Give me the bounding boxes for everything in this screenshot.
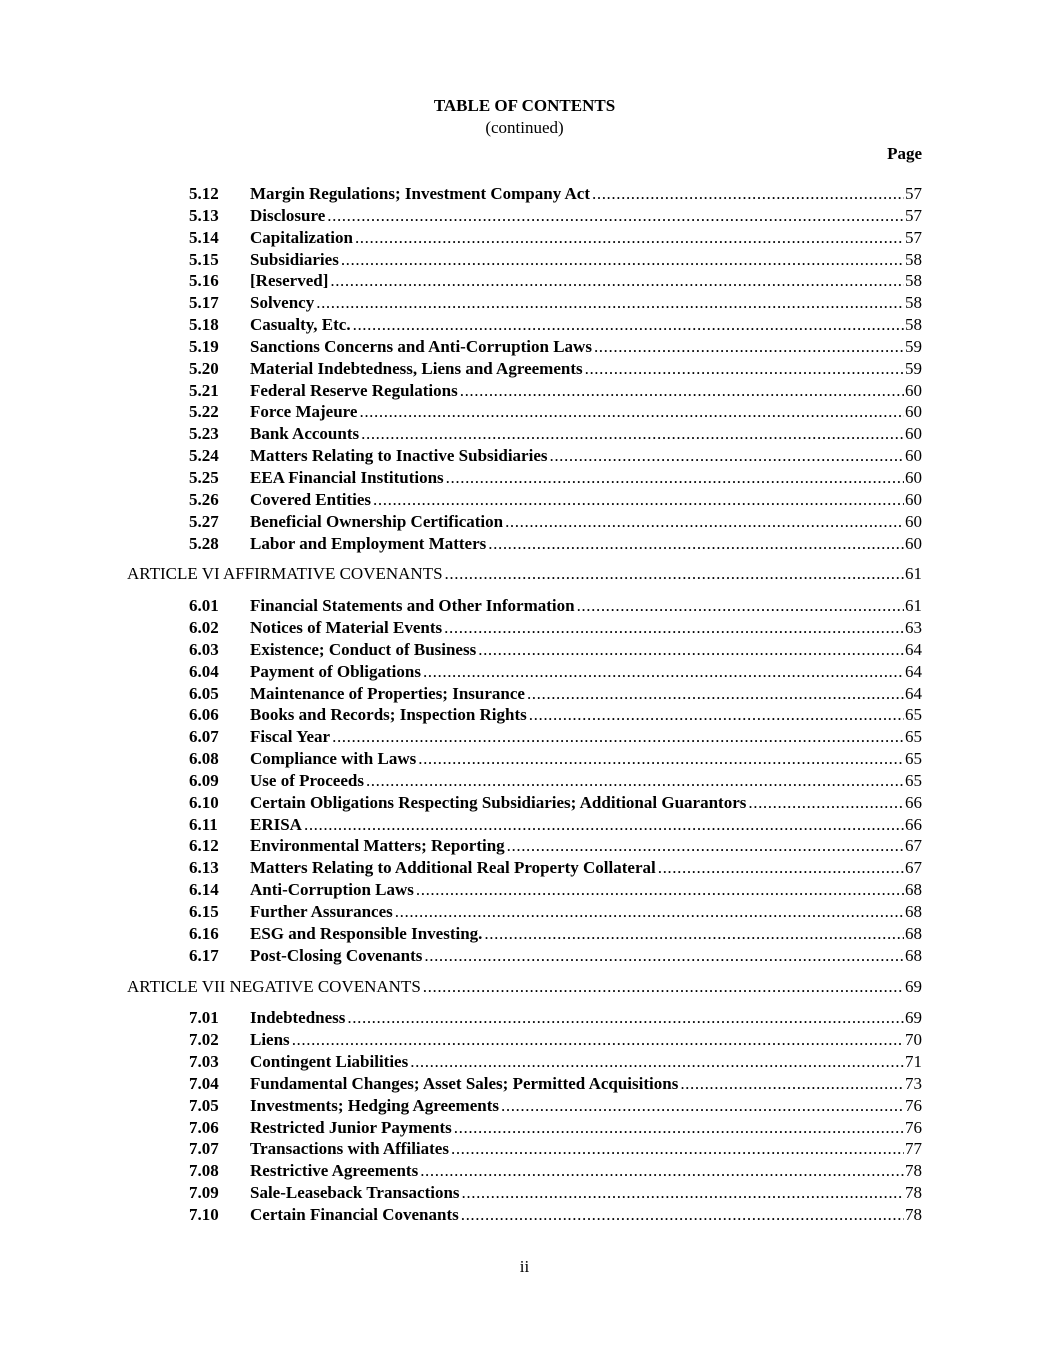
toc-entry-row bbox=[127, 1182, 922, 1204]
toc-entry-title: Contingent Liabilities bbox=[250, 1052, 409, 1072]
toc-entry-number: 5.16 bbox=[189, 271, 219, 291]
toc-entry-number: 5.21 bbox=[189, 380, 219, 400]
dot-leader bbox=[592, 183, 904, 205]
toc-entry-number: 5.27 bbox=[189, 511, 219, 531]
toc-entry-number: 7.09 bbox=[189, 1183, 219, 1203]
dot-leader bbox=[748, 792, 904, 814]
toc-entry-number: 6.05 bbox=[189, 683, 219, 703]
page-column-label: Page bbox=[887, 144, 922, 163]
toc-entry-page: 78 bbox=[905, 1204, 922, 1224]
toc-entry-page: 59 bbox=[905, 358, 922, 378]
toc-entry-page: 68 bbox=[905, 923, 922, 943]
toc-entry-page: 60 bbox=[905, 489, 922, 509]
toc-entry-number: 5.24 bbox=[189, 446, 219, 466]
dot-leader bbox=[658, 857, 904, 879]
toc-entry-number: 5.20 bbox=[189, 358, 219, 378]
toc-entry-page: 65 bbox=[905, 727, 922, 747]
toc-entry-number: 7.10 bbox=[189, 1204, 219, 1224]
toc-entry-number: 5.13 bbox=[189, 205, 219, 225]
dot-leader bbox=[446, 467, 904, 489]
toc-entry-row bbox=[127, 835, 922, 857]
toc-entry-row bbox=[127, 879, 922, 901]
toc-entry-page: 58 bbox=[905, 271, 922, 291]
toc-entry-row bbox=[127, 748, 922, 770]
dot-leader bbox=[366, 770, 904, 792]
toc-entry-number: 6.10 bbox=[189, 792, 219, 812]
dot-leader bbox=[420, 1160, 904, 1182]
dot-leader bbox=[410, 1051, 904, 1073]
toc-entry-title: Federal Reserve Regulations bbox=[250, 380, 458, 400]
dot-leader bbox=[353, 314, 904, 336]
toc-entry-row bbox=[127, 511, 922, 533]
toc-entry-row bbox=[127, 857, 922, 879]
toc-entry-number: 6.07 bbox=[189, 727, 219, 747]
toc-entry-number: 7.07 bbox=[189, 1139, 219, 1159]
dot-leader bbox=[445, 563, 904, 585]
dot-leader bbox=[341, 249, 904, 271]
toc-entry-number: 6.09 bbox=[189, 770, 219, 790]
toc-header bbox=[127, 95, 922, 165]
toc-entry-row bbox=[127, 704, 922, 726]
toc-entry-page: 68 bbox=[905, 902, 922, 921]
dot-leader bbox=[462, 1182, 904, 1204]
toc-entry-row bbox=[127, 423, 922, 445]
toc-entry-page: 60 bbox=[905, 424, 922, 444]
toc-entry-row bbox=[127, 726, 922, 748]
toc-entry-title: Bank Accounts bbox=[250, 424, 360, 444]
toc-entry-row bbox=[127, 467, 922, 489]
toc-entry-row bbox=[127, 945, 922, 967]
toc-entry-title: Existence; Conduct of Business bbox=[250, 639, 477, 659]
toc-entry-title: Anti-Corruption Laws bbox=[250, 880, 414, 900]
toc-entry-title: Solvency bbox=[250, 293, 315, 313]
toc-entry-page: 64 bbox=[905, 639, 922, 659]
toc-entry-number: 7.04 bbox=[189, 1073, 219, 1093]
toc-entry-title: Post-Closing Covenants bbox=[250, 945, 423, 965]
toc-article-row bbox=[127, 563, 922, 585]
toc-entry-number: 5.17 bbox=[189, 293, 219, 313]
toc-entry-page: 78 bbox=[905, 1183, 922, 1203]
toc-entry-page: 58 bbox=[905, 315, 922, 335]
toc-entry-page: 64 bbox=[905, 683, 922, 703]
toc-entry-number: 7.02 bbox=[189, 1030, 219, 1050]
toc-entry-row bbox=[127, 358, 922, 380]
toc-entry-title: Notices of Material Events bbox=[250, 618, 443, 638]
toc-entry-page: 73 bbox=[905, 1073, 922, 1093]
toc-entry-page: 60 bbox=[905, 533, 922, 553]
dot-leader bbox=[418, 748, 904, 770]
toc-entry-title: Fiscal Year bbox=[250, 727, 331, 747]
toc-entry-title: Disclosure bbox=[250, 205, 326, 225]
toc-entry-title: Financial Statements and Other Information bbox=[250, 596, 575, 616]
toc-article-row bbox=[127, 976, 922, 998]
toc-entry-number: 6.03 bbox=[189, 639, 219, 659]
toc-entry-page: 66 bbox=[905, 814, 922, 834]
toc-entry-row bbox=[127, 336, 922, 358]
toc-entry-row bbox=[127, 1095, 922, 1117]
toc-entry-number: 6.08 bbox=[189, 749, 219, 769]
toc-entry-number: 6.13 bbox=[189, 858, 219, 878]
toc-entry-title: Matters Relating to Additional Real Property Collateral bbox=[250, 858, 656, 878]
toc-entry-row bbox=[127, 1051, 922, 1073]
toc-entry-title: Books and Records; Inspection Rights bbox=[250, 705, 527, 725]
toc-entry-row bbox=[127, 1029, 922, 1051]
toc-entry-number: 6.06 bbox=[189, 705, 219, 725]
toc-entry-page: 65 bbox=[905, 705, 922, 725]
dot-leader bbox=[549, 445, 904, 467]
dot-leader bbox=[361, 423, 904, 445]
toc-entry-title: Force Majeure bbox=[250, 402, 358, 422]
toc-entry-row bbox=[127, 639, 922, 661]
toc-entry-row bbox=[127, 1138, 922, 1160]
dot-leader bbox=[347, 1007, 904, 1029]
toc-entry-page: 60 bbox=[905, 467, 922, 487]
toc-entry-page: 76 bbox=[905, 1095, 922, 1115]
toc-entry-title: Liens bbox=[250, 1030, 290, 1050]
toc-entry-number: 6.02 bbox=[189, 618, 219, 638]
dot-leader bbox=[484, 923, 904, 945]
toc-entry-row bbox=[127, 683, 922, 705]
toc-entry-number: 5.15 bbox=[189, 249, 219, 269]
toc-entry-row bbox=[127, 314, 922, 336]
toc-entry-row bbox=[127, 292, 922, 314]
toc-entry-title: Certain Financial Covenants bbox=[250, 1204, 459, 1224]
toc-entry-title: Restrictive Agreements bbox=[250, 1161, 419, 1181]
dot-leader bbox=[416, 879, 904, 901]
toc-entry-page: 57 bbox=[905, 227, 922, 247]
toc-entry-title: Payment of Obligations bbox=[250, 661, 421, 681]
toc-entry-row bbox=[127, 445, 922, 467]
dot-leader bbox=[373, 489, 904, 511]
dot-leader bbox=[478, 639, 904, 661]
toc-entry-number: 6.04 bbox=[189, 661, 219, 681]
toc-entry-page: 67 bbox=[905, 836, 922, 856]
toc-entry-page: 65 bbox=[905, 770, 922, 790]
toc-entry-title: ESG and Responsible Investing. bbox=[250, 923, 483, 943]
toc-entry-row bbox=[127, 205, 922, 227]
toc-entry-page: 60 bbox=[905, 380, 922, 400]
toc-entry-title: Beneficial Ownership Certification bbox=[250, 511, 504, 531]
toc-entry-row bbox=[127, 901, 922, 923]
toc-entry-number: 6.17 bbox=[189, 945, 219, 965]
toc-entry-row bbox=[127, 1007, 922, 1029]
toc-entry-page: 60 bbox=[905, 511, 922, 531]
toc-entry-number: 6.15 bbox=[189, 902, 219, 921]
toc-entry-number: 5.22 bbox=[189, 402, 219, 422]
toc-entry-row bbox=[127, 533, 922, 555]
toc-entry-number: 6.11 bbox=[189, 814, 218, 834]
toc-entry-page: 58 bbox=[905, 249, 922, 269]
dot-leader bbox=[359, 401, 904, 423]
toc-entry-row bbox=[127, 792, 922, 814]
dot-leader bbox=[451, 1138, 904, 1160]
dot-leader bbox=[529, 704, 904, 726]
toc-entry-row bbox=[127, 814, 922, 836]
dot-leader bbox=[461, 1204, 904, 1226]
toc-entry-page: 57 bbox=[905, 205, 922, 225]
toc-entry-page: 65 bbox=[905, 749, 922, 769]
toc-entry-row bbox=[127, 1073, 922, 1095]
dot-leader bbox=[316, 292, 904, 314]
dot-leader bbox=[355, 227, 904, 249]
dot-leader bbox=[332, 726, 904, 748]
toc-entry-page: 66 bbox=[905, 792, 922, 812]
toc-entry-number: 5.19 bbox=[189, 336, 219, 356]
toc-entry-page: 71 bbox=[905, 1052, 922, 1072]
dot-leader bbox=[424, 945, 904, 967]
dot-leader bbox=[594, 336, 904, 358]
toc-entry-row bbox=[127, 661, 922, 683]
toc-entry-title: Sanctions Concerns and Anti-Corruption Laws bbox=[250, 336, 592, 356]
dot-leader bbox=[577, 595, 904, 617]
toc-entry-title: Certain Obligations Respecting Subsidiaries; Additional Guarantors bbox=[250, 792, 747, 812]
toc-entry-row bbox=[127, 1117, 922, 1139]
toc-entry-row bbox=[127, 270, 922, 292]
toc-entry-title: Casualty, Etc. bbox=[250, 315, 351, 335]
dot-leader bbox=[527, 683, 904, 705]
toc-entry-title: ARTICLE VII NEGATIVE COVENANTS bbox=[127, 976, 421, 996]
dot-leader bbox=[680, 1073, 904, 1095]
dot-leader bbox=[304, 814, 904, 836]
dot-leader bbox=[501, 1095, 904, 1117]
toc-entry-title: Use of Proceeds bbox=[250, 770, 364, 790]
toc-entry-row bbox=[127, 227, 922, 249]
toc-entry-page: 58 bbox=[905, 293, 922, 313]
toc-entry-title: ARTICLE VI AFFIRMATIVE COVENANTS bbox=[127, 564, 443, 584]
toc-entry-title: Restricted Junior Payments bbox=[250, 1117, 452, 1137]
folio-page-number: ii bbox=[519, 1257, 530, 1276]
toc-entry-page: 68 bbox=[905, 880, 922, 900]
toc-entry-title: Indebtedness bbox=[250, 1008, 346, 1028]
toc-entry-title: Capitalization bbox=[250, 227, 353, 247]
toc-entry-title: Margin Regulations; Investment Company Act bbox=[250, 184, 590, 203]
dot-leader bbox=[460, 380, 904, 402]
toc-entry-number: 5.23 bbox=[189, 424, 219, 444]
toc-entry-page: 69 bbox=[905, 1008, 922, 1028]
toc-entry-row bbox=[127, 923, 922, 945]
toc-entry-title: ERISA bbox=[250, 814, 302, 834]
toc-entry-page: 57 bbox=[905, 184, 922, 203]
toc-entry-title: Matters Relating to Inactive Subsidiaries bbox=[250, 446, 548, 466]
dot-leader bbox=[423, 976, 904, 998]
toc-entry-number: 6.16 bbox=[189, 923, 219, 943]
toc-entry-number: 5.12 bbox=[189, 184, 219, 203]
toc-entry-number: 7.06 bbox=[189, 1117, 219, 1137]
toc-entry-number: 5.26 bbox=[189, 489, 219, 509]
toc-entry-row bbox=[127, 617, 922, 639]
toc-entry-row bbox=[127, 380, 922, 402]
toc-entry-title: Maintenance of Properties; Insurance bbox=[250, 683, 525, 703]
dot-leader bbox=[585, 358, 904, 380]
toc-entry-page: 69 bbox=[905, 976, 922, 996]
dot-leader bbox=[423, 661, 904, 683]
toc-entry-row bbox=[127, 183, 922, 205]
toc-entry-page: 68 bbox=[905, 945, 922, 965]
dot-leader bbox=[505, 511, 904, 533]
toc-entry-page: 78 bbox=[905, 1161, 922, 1181]
toc-entry-page: 61 bbox=[905, 596, 922, 616]
toc-entry-page: 63 bbox=[905, 618, 922, 638]
toc-entry-row bbox=[127, 249, 922, 271]
toc-entry-title: Material Indebtedness, Liens and Agreements bbox=[250, 358, 583, 378]
toc-entry-page: 77 bbox=[905, 1139, 922, 1159]
toc-entry-title: Labor and Employment Matters bbox=[250, 533, 487, 553]
toc-entry-title: Fundamental Changes; Asset Sales; Permitted Acquisitions bbox=[250, 1073, 679, 1093]
toc-entry-title: Investments; Hedging Agreements bbox=[250, 1095, 499, 1115]
toc-entry-row bbox=[127, 595, 922, 617]
table-of-contents bbox=[127, 183, 922, 1226]
toc-entry-title: Covered Entities bbox=[250, 489, 372, 509]
toc-entry-title: [Reserved] bbox=[250, 271, 329, 291]
toc-entry-number: 6.12 bbox=[189, 836, 219, 856]
toc-entry-page: 61 bbox=[905, 564, 922, 584]
dot-leader bbox=[454, 1117, 904, 1139]
toc-entry-row bbox=[127, 770, 922, 792]
toc-entry-row bbox=[127, 1160, 922, 1182]
toc-entry-page: 60 bbox=[905, 402, 922, 422]
dot-leader bbox=[292, 1029, 904, 1051]
page-title: TABLE OF CONTENTS bbox=[433, 96, 616, 115]
toc-entry-row bbox=[127, 401, 922, 423]
toc-entry-row bbox=[127, 489, 922, 511]
toc-entry-page: 60 bbox=[905, 446, 922, 466]
toc-entry-title: EEA Financial Institutions bbox=[250, 467, 444, 487]
toc-entry-number: 7.08 bbox=[189, 1161, 219, 1181]
toc-entry-number: 7.03 bbox=[189, 1052, 219, 1072]
toc-entry-number: 6.14 bbox=[189, 880, 219, 900]
toc-entry-number: 5.18 bbox=[189, 315, 219, 335]
toc-entry-page: 70 bbox=[905, 1030, 922, 1050]
toc-entry-title: Environmental Matters; Reporting bbox=[250, 836, 505, 856]
toc-entry-page: 64 bbox=[905, 661, 922, 681]
toc-entry-page: 59 bbox=[905, 336, 922, 356]
toc-entry-title: Sale-Leaseback Transactions bbox=[250, 1183, 460, 1203]
toc-entry-number: 5.28 bbox=[189, 533, 219, 553]
toc-entry-number: 5.25 bbox=[189, 467, 219, 487]
toc-entry-number: 7.05 bbox=[189, 1095, 219, 1115]
dot-leader bbox=[444, 617, 904, 639]
toc-entry-number: 6.01 bbox=[189, 596, 219, 616]
dot-leader bbox=[330, 270, 904, 292]
toc-entry-number: 7.01 bbox=[189, 1008, 219, 1028]
dot-leader bbox=[507, 835, 904, 857]
dot-leader bbox=[488, 533, 904, 555]
page-subtitle: (continued) bbox=[485, 118, 564, 137]
toc-entry-number: 5.14 bbox=[189, 227, 219, 247]
toc-entry-title: Further Assurances bbox=[250, 902, 393, 921]
dot-leader bbox=[395, 901, 904, 923]
toc-entry-title: Compliance with Laws bbox=[250, 749, 417, 769]
toc-entry-row bbox=[127, 1204, 922, 1226]
toc-entry-title: Transactions with Affiliates bbox=[250, 1139, 449, 1159]
toc-entry-page: 76 bbox=[905, 1117, 922, 1137]
toc-entry-page: 67 bbox=[905, 858, 922, 878]
dot-leader bbox=[327, 205, 904, 227]
toc-entry-title: Subsidiaries bbox=[250, 249, 339, 269]
